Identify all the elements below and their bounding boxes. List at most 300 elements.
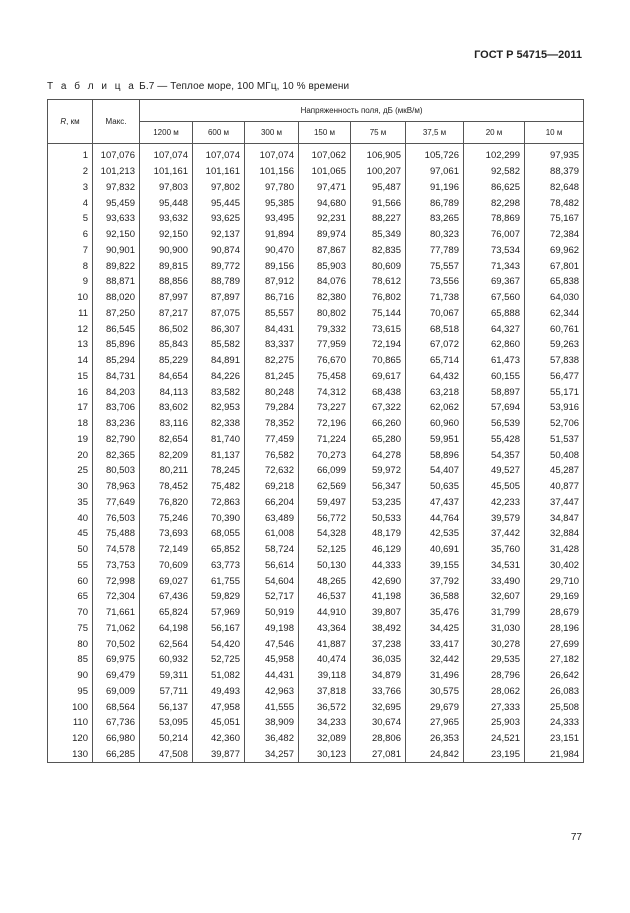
- value-cell: 87,912: [245, 274, 299, 290]
- distance-cell: 35: [48, 495, 93, 511]
- value-cell: 69,617: [351, 369, 406, 385]
- value-cell: 51,082: [193, 668, 245, 684]
- table-row: [48, 290, 584, 306]
- distance-cell: 6: [48, 227, 93, 243]
- value-cell: 60,932: [140, 652, 193, 668]
- value-cell: 60,960: [406, 416, 464, 432]
- value-cell: 37,792: [406, 573, 464, 589]
- value-cell: 34,879: [351, 668, 406, 684]
- value-cell: 54,407: [406, 463, 464, 479]
- value-cell: 83,582: [193, 384, 245, 400]
- value-cell: 85,843: [140, 337, 193, 353]
- value-cell: 29,169: [525, 589, 584, 605]
- distance-cell: 45: [48, 526, 93, 542]
- value-cell: 68,518: [406, 321, 464, 337]
- table-row: [48, 274, 584, 290]
- value-cell: 34,233: [299, 715, 351, 731]
- value-cell: 30,575: [406, 684, 464, 700]
- value-cell: 68,564: [93, 699, 140, 715]
- value-cell: 36,035: [351, 652, 406, 668]
- distance-cell: 30: [48, 479, 93, 495]
- value-cell: 47,546: [245, 636, 299, 652]
- value-cell: 101,161: [140, 164, 193, 180]
- value-cell: 83,337: [245, 337, 299, 353]
- value-cell: 90,901: [93, 243, 140, 259]
- value-cell: 28,196: [525, 621, 584, 637]
- value-cell: 84,076: [299, 274, 351, 290]
- value-cell: 67,560: [464, 290, 525, 306]
- value-cell: 42,535: [406, 526, 464, 542]
- value-cell: 66,980: [93, 731, 140, 747]
- value-cell: 83,602: [140, 400, 193, 416]
- value-cell: 30,674: [351, 715, 406, 731]
- caption-label: Т а б л и ц а: [47, 81, 137, 92]
- value-cell: 107,076: [93, 148, 140, 164]
- value-cell: 85,896: [93, 337, 140, 353]
- value-cell: 54,420: [193, 636, 245, 652]
- value-cell: 85,229: [140, 353, 193, 369]
- value-cell: 107,074: [140, 148, 193, 164]
- value-cell: 23,195: [464, 747, 525, 763]
- distance-cell: 12: [48, 321, 93, 337]
- value-cell: 37,818: [299, 684, 351, 700]
- value-cell: 82,365: [93, 447, 140, 463]
- value-cell: 32,884: [525, 526, 584, 542]
- value-cell: 88,227: [351, 211, 406, 227]
- value-cell: 50,533: [351, 510, 406, 526]
- value-cell: 65,714: [406, 353, 464, 369]
- value-cell: 41,555: [245, 699, 299, 715]
- value-cell: 107,074: [245, 148, 299, 164]
- value-cell: 33,766: [351, 684, 406, 700]
- table-row: [48, 731, 584, 747]
- value-cell: 95,385: [245, 195, 299, 211]
- value-cell: 33,490: [464, 573, 525, 589]
- value-cell: 69,975: [93, 652, 140, 668]
- value-cell: 32,607: [464, 589, 525, 605]
- value-cell: 97,802: [193, 180, 245, 196]
- value-cell: 56,614: [245, 558, 299, 574]
- value-cell: 76,670: [299, 353, 351, 369]
- value-cell: 75,557: [406, 258, 464, 274]
- value-cell: 70,865: [351, 353, 406, 369]
- value-cell: 44,764: [406, 510, 464, 526]
- value-cell: 21,984: [525, 747, 584, 763]
- table-row: [48, 479, 584, 495]
- value-cell: 30,402: [525, 558, 584, 574]
- table-body: [48, 144, 584, 763]
- value-cell: 42,360: [193, 731, 245, 747]
- value-cell: 77,459: [245, 432, 299, 448]
- value-cell: 52,717: [245, 589, 299, 605]
- value-cell: 68,055: [193, 526, 245, 542]
- value-cell: 31,799: [464, 605, 525, 621]
- value-cell: 69,479: [93, 668, 140, 684]
- value-cell: 67,436: [140, 589, 193, 605]
- value-cell: 56,347: [351, 479, 406, 495]
- value-cell: 87,250: [93, 306, 140, 322]
- value-cell: 76,503: [93, 510, 140, 526]
- value-cell: 54,604: [245, 573, 299, 589]
- value-cell: 97,832: [93, 180, 140, 196]
- value-cell: 39,118: [299, 668, 351, 684]
- value-cell: 78,452: [140, 479, 193, 495]
- value-cell: 89,815: [140, 258, 193, 274]
- value-cell: 80,503: [93, 463, 140, 479]
- value-cell: 73,227: [299, 400, 351, 416]
- value-cell: 56,477: [525, 369, 584, 385]
- value-cell: 59,497: [299, 495, 351, 511]
- value-cell: 57,711: [140, 684, 193, 700]
- value-cell: 30,123: [299, 747, 351, 763]
- value-cell: 81,740: [193, 432, 245, 448]
- value-cell: 46,537: [299, 589, 351, 605]
- value-cell: 97,471: [299, 180, 351, 196]
- value-cell: 69,962: [525, 243, 584, 259]
- value-cell: 95,459: [93, 195, 140, 211]
- value-cell: 72,194: [351, 337, 406, 353]
- table-row: [48, 684, 584, 700]
- value-cell: 82,654: [140, 432, 193, 448]
- value-cell: 76,802: [351, 290, 406, 306]
- value-cell: 66,099: [299, 463, 351, 479]
- value-cell: 63,218: [406, 384, 464, 400]
- value-cell: 94,680: [299, 195, 351, 211]
- table-row: [48, 337, 584, 353]
- value-cell: 92,137: [193, 227, 245, 243]
- header-distance: R, км: [48, 100, 93, 144]
- value-cell: 73,693: [140, 526, 193, 542]
- value-cell: 39,877: [193, 747, 245, 763]
- distance-cell: 15: [48, 369, 93, 385]
- value-cell: 92,231: [299, 211, 351, 227]
- value-cell: 77,789: [406, 243, 464, 259]
- value-cell: 59,951: [406, 432, 464, 448]
- value-cell: 48,265: [299, 573, 351, 589]
- value-cell: 67,072: [406, 337, 464, 353]
- value-cell: 95,487: [351, 180, 406, 196]
- value-cell: 85,582: [193, 337, 245, 353]
- value-cell: 47,508: [140, 747, 193, 763]
- value-cell: 34,531: [464, 558, 525, 574]
- value-cell: 25,508: [525, 699, 584, 715]
- value-cell: 97,061: [406, 164, 464, 180]
- value-cell: 65,824: [140, 605, 193, 621]
- value-cell: 38,492: [351, 621, 406, 637]
- value-cell: 75,167: [525, 211, 584, 227]
- value-cell: 93,625: [193, 211, 245, 227]
- table-row: [48, 542, 584, 558]
- value-cell: 27,081: [351, 747, 406, 763]
- value-cell: 52,125: [299, 542, 351, 558]
- value-cell: 52,725: [193, 652, 245, 668]
- value-cell: 50,408: [525, 447, 584, 463]
- value-cell: 61,755: [193, 573, 245, 589]
- value-cell: 45,287: [525, 463, 584, 479]
- value-cell: 64,432: [406, 369, 464, 385]
- table-row: [48, 636, 584, 652]
- table-caption: [47, 81, 349, 92]
- value-cell: 29,679: [406, 699, 464, 715]
- value-cell: 69,027: [140, 573, 193, 589]
- value-cell: 79,284: [245, 400, 299, 416]
- distance-cell: 10: [48, 290, 93, 306]
- table-row: [48, 432, 584, 448]
- value-cell: 72,304: [93, 589, 140, 605]
- value-cell: 49,493: [193, 684, 245, 700]
- value-cell: 88,856: [140, 274, 193, 290]
- table-row: [48, 369, 584, 385]
- value-cell: 56,539: [464, 416, 525, 432]
- value-cell: 73,556: [406, 274, 464, 290]
- value-cell: 93,632: [140, 211, 193, 227]
- value-cell: 91,894: [245, 227, 299, 243]
- value-cell: 52,706: [525, 416, 584, 432]
- value-cell: 97,935: [525, 148, 584, 164]
- value-cell: 31,030: [464, 621, 525, 637]
- value-cell: 83,116: [140, 416, 193, 432]
- header-height: 1200 м: [140, 122, 193, 144]
- value-cell: 57,969: [193, 605, 245, 621]
- table-row: [48, 495, 584, 511]
- caption-text: Б.7 — Теплое море, 100 МГц, 10 % времени: [139, 81, 350, 92]
- distance-cell: 13: [48, 337, 93, 353]
- distance-cell: 7: [48, 243, 93, 259]
- value-cell: 86,789: [406, 195, 464, 211]
- header-max: Макс.: [93, 100, 140, 144]
- table-row: [48, 243, 584, 259]
- table-row: [48, 211, 584, 227]
- distance-cell: 120: [48, 731, 93, 747]
- distance-cell: 40: [48, 510, 93, 526]
- distance-cell: 25: [48, 463, 93, 479]
- value-cell: 73,615: [351, 321, 406, 337]
- value-cell: 47,437: [406, 495, 464, 511]
- distance-cell: 14: [48, 353, 93, 369]
- distance-cell: 80: [48, 636, 93, 652]
- value-cell: 40,877: [525, 479, 584, 495]
- field-strength-table: [47, 99, 584, 763]
- value-cell: 64,327: [464, 321, 525, 337]
- value-cell: 62,344: [525, 306, 584, 322]
- value-cell: 55,171: [525, 384, 584, 400]
- value-cell: 36,588: [406, 589, 464, 605]
- value-cell: 87,867: [299, 243, 351, 259]
- value-cell: 28,796: [464, 668, 525, 684]
- value-cell: 89,156: [245, 258, 299, 274]
- value-cell: 27,182: [525, 652, 584, 668]
- value-cell: 100,207: [351, 164, 406, 180]
- value-cell: 69,367: [464, 274, 525, 290]
- value-cell: 28,806: [351, 731, 406, 747]
- value-cell: 86,716: [245, 290, 299, 306]
- value-cell: 48,179: [351, 526, 406, 542]
- value-cell: 91,566: [351, 195, 406, 211]
- value-cell: 60,155: [464, 369, 525, 385]
- value-cell: 80,609: [351, 258, 406, 274]
- value-cell: 76,582: [245, 447, 299, 463]
- value-cell: 31,496: [406, 668, 464, 684]
- value-cell: 89,822: [93, 258, 140, 274]
- value-cell: 91,196: [406, 180, 464, 196]
- value-cell: 88,020: [93, 290, 140, 306]
- value-cell: 64,030: [525, 290, 584, 306]
- value-cell: 85,903: [299, 258, 351, 274]
- value-cell: 84,431: [245, 321, 299, 337]
- value-cell: 75,458: [299, 369, 351, 385]
- value-cell: 78,963: [93, 479, 140, 495]
- value-cell: 67,736: [93, 715, 140, 731]
- distance-cell: 4: [48, 195, 93, 211]
- value-cell: 59,263: [525, 337, 584, 353]
- value-cell: 49,198: [245, 621, 299, 637]
- value-cell: 44,431: [245, 668, 299, 684]
- value-cell: 84,113: [140, 384, 193, 400]
- value-cell: 35,476: [406, 605, 464, 621]
- distance-cell: 50: [48, 542, 93, 558]
- value-cell: 45,505: [464, 479, 525, 495]
- value-cell: 59,311: [140, 668, 193, 684]
- value-cell: 101,065: [299, 164, 351, 180]
- header-height: 300 м: [245, 122, 299, 144]
- value-cell: 69,009: [93, 684, 140, 700]
- value-cell: 97,780: [245, 180, 299, 196]
- value-cell: 39,579: [464, 510, 525, 526]
- header-height: 20 м: [464, 122, 525, 144]
- value-cell: 65,888: [464, 306, 525, 322]
- value-cell: 36,482: [245, 731, 299, 747]
- distance-cell: 90: [48, 668, 93, 684]
- value-cell: 83,265: [406, 211, 464, 227]
- value-cell: 59,972: [351, 463, 406, 479]
- value-cell: 107,074: [193, 148, 245, 164]
- value-cell: 84,891: [193, 353, 245, 369]
- value-cell: 93,495: [245, 211, 299, 227]
- value-cell: 74,578: [93, 542, 140, 558]
- value-cell: 42,963: [245, 684, 299, 700]
- value-cell: 75,482: [193, 479, 245, 495]
- value-cell: 90,900: [140, 243, 193, 259]
- value-cell: 82,338: [193, 416, 245, 432]
- value-cell: 62,062: [406, 400, 464, 416]
- value-cell: 42,690: [351, 573, 406, 589]
- value-cell: 88,379: [525, 164, 584, 180]
- value-cell: 42,233: [464, 495, 525, 511]
- value-cell: 63,773: [193, 558, 245, 574]
- value-cell: 87,997: [140, 290, 193, 306]
- value-cell: 64,198: [140, 621, 193, 637]
- value-cell: 63,489: [245, 510, 299, 526]
- table-row: [48, 164, 584, 180]
- value-cell: 80,211: [140, 463, 193, 479]
- value-cell: 38,909: [245, 715, 299, 731]
- value-cell: 86,625: [464, 180, 525, 196]
- value-cell: 105,726: [406, 148, 464, 164]
- value-cell: 79,332: [299, 321, 351, 337]
- table-row: [48, 258, 584, 274]
- value-cell: 34,847: [525, 510, 584, 526]
- distance-cell: 85: [48, 652, 93, 668]
- value-cell: 84,226: [193, 369, 245, 385]
- table-row: [48, 621, 584, 637]
- distance-cell: 60: [48, 573, 93, 589]
- value-cell: 53,916: [525, 400, 584, 416]
- table-row: [48, 416, 584, 432]
- value-cell: 58,897: [464, 384, 525, 400]
- value-cell: 73,534: [464, 243, 525, 259]
- value-cell: 34,257: [245, 747, 299, 763]
- value-cell: 33,417: [406, 636, 464, 652]
- table-row: [48, 510, 584, 526]
- value-cell: 72,196: [299, 416, 351, 432]
- value-cell: 66,204: [245, 495, 299, 511]
- value-cell: 62,860: [464, 337, 525, 353]
- distance-cell: 70: [48, 605, 93, 621]
- value-cell: 80,802: [299, 306, 351, 322]
- distance-cell: 11: [48, 306, 93, 322]
- value-cell: 50,635: [406, 479, 464, 495]
- value-cell: 39,155: [406, 558, 464, 574]
- value-cell: 84,654: [140, 369, 193, 385]
- value-cell: 106,905: [351, 148, 406, 164]
- value-cell: 82,953: [193, 400, 245, 416]
- value-cell: 97,803: [140, 180, 193, 196]
- value-cell: 90,470: [245, 243, 299, 259]
- value-cell: 29,535: [464, 652, 525, 668]
- value-cell: 55,428: [464, 432, 525, 448]
- value-cell: 84,731: [93, 369, 140, 385]
- table-row: [48, 195, 584, 211]
- distance-cell: 65: [48, 589, 93, 605]
- value-cell: 86,307: [193, 321, 245, 337]
- value-cell: 53,095: [140, 715, 193, 731]
- distance-cell: 18: [48, 416, 93, 432]
- table-row: [48, 715, 584, 731]
- table-row: [48, 321, 584, 337]
- distance-cell: 95: [48, 684, 93, 700]
- value-cell: 72,998: [93, 573, 140, 589]
- distance-cell: 75: [48, 621, 93, 637]
- value-cell: 72,632: [245, 463, 299, 479]
- value-cell: 70,502: [93, 636, 140, 652]
- distance-cell: 110: [48, 715, 93, 731]
- value-cell: 71,062: [93, 621, 140, 637]
- table-row: [48, 400, 584, 416]
- value-cell: 76,820: [140, 495, 193, 511]
- value-cell: 70,273: [299, 447, 351, 463]
- distance-cell: 17: [48, 400, 93, 416]
- value-cell: 89,772: [193, 258, 245, 274]
- value-cell: 50,130: [299, 558, 351, 574]
- value-cell: 56,137: [140, 699, 193, 715]
- value-cell: 62,569: [299, 479, 351, 495]
- value-cell: 70,390: [193, 510, 245, 526]
- value-cell: 82,275: [245, 353, 299, 369]
- value-cell: 93,633: [93, 211, 140, 227]
- header-height: 75 м: [351, 122, 406, 144]
- value-cell: 78,352: [245, 416, 299, 432]
- value-cell: 67,322: [351, 400, 406, 416]
- page-number: 77: [570, 832, 582, 843]
- value-cell: 56,772: [299, 510, 351, 526]
- value-cell: 85,557: [245, 306, 299, 322]
- value-cell: 71,661: [93, 605, 140, 621]
- value-cell: 78,869: [464, 211, 525, 227]
- value-cell: 26,083: [525, 684, 584, 700]
- value-cell: 107,062: [299, 148, 351, 164]
- header-height: 150 м: [299, 122, 351, 144]
- value-cell: 82,648: [525, 180, 584, 196]
